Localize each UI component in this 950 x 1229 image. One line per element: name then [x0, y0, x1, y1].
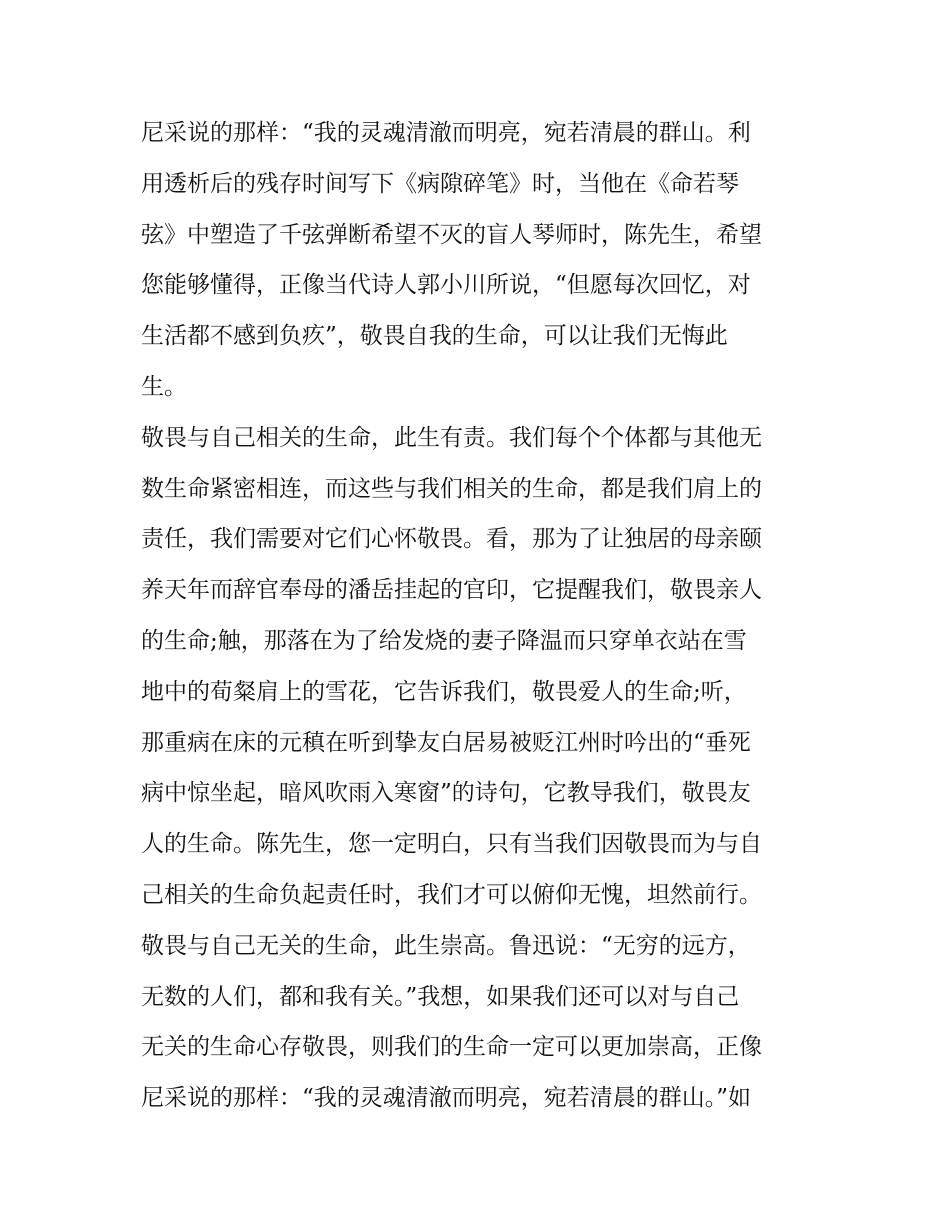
text-line: 敬畏与自己相关的生命，此生有责。我们每个个体都与其他无	[141, 424, 762, 451]
text-line: 无关的生命心存敬畏，则我们的生命一定可以更加崇高，正像	[141, 1034, 762, 1061]
text-line: 生活都不感到负疚”，敬畏自我的生命，可以让我们无悔此	[141, 323, 728, 350]
body-text	[141, 108, 821, 1124]
text-line: 尼采说的那样：“我的灵魂清澈而明亮，宛若清晨的群山。”如	[141, 1085, 752, 1112]
text-line: 用透析后的残存时间写下《病隙碎笔》时，当他在《命若琴	[141, 170, 739, 197]
text-line: 的生命;触，那落在为了给发烧的妻子降温而只穿单衣站在雪	[141, 627, 747, 654]
text-line: 人的生命。陈先生，您一定明白，只有当我们因敬畏而为与自	[141, 831, 762, 858]
text-line: 数生命紧密相连，而这些与我们相关的生命，都是我们肩上的	[141, 475, 762, 502]
text-line: 生。	[141, 373, 187, 400]
text-line: 那重病在床的元稹在听到挚友白居易被贬江州时吟出的“垂死	[141, 729, 751, 756]
text-line: 地中的荀粲肩上的雪花，它告诉我们，敬畏爱人的生命;听，	[141, 678, 747, 705]
text-line: 己相关的生命负起责任时，我们才可以俯仰无愧，坦然前行。	[141, 881, 762, 908]
text-line: 弦》中塑造了千弦弹断希望不灭的盲人琴师时，陈先生，希望	[141, 221, 762, 248]
text-line: 您能够懂得，正像当代诗人郭小川所说，“但愿每次回忆，对	[141, 272, 751, 299]
text-line: 责任，我们需要对它们心怀敬畏。看，那为了让独居的母亲颐	[141, 526, 762, 553]
text-line: 养天年而辞官奉母的潘岳挂起的官印，它提醒我们，敬畏亲人	[141, 577, 762, 604]
text-line: 敬畏与自己无关的生命，此生崇高。鲁迅说：“无穷的远方，	[141, 932, 751, 959]
text-line: 尼采说的那样：“我的灵魂清澈而明亮，宛若清晨的群山。利	[141, 120, 751, 146]
text-line: 无数的人们，都和我有关。”我想，如果我们还可以对与自己	[141, 983, 740, 1010]
text-line: 病中惊坐起，暗风吹雨入寒窗”的诗句，它教导我们，敬畏友	[141, 780, 751, 807]
